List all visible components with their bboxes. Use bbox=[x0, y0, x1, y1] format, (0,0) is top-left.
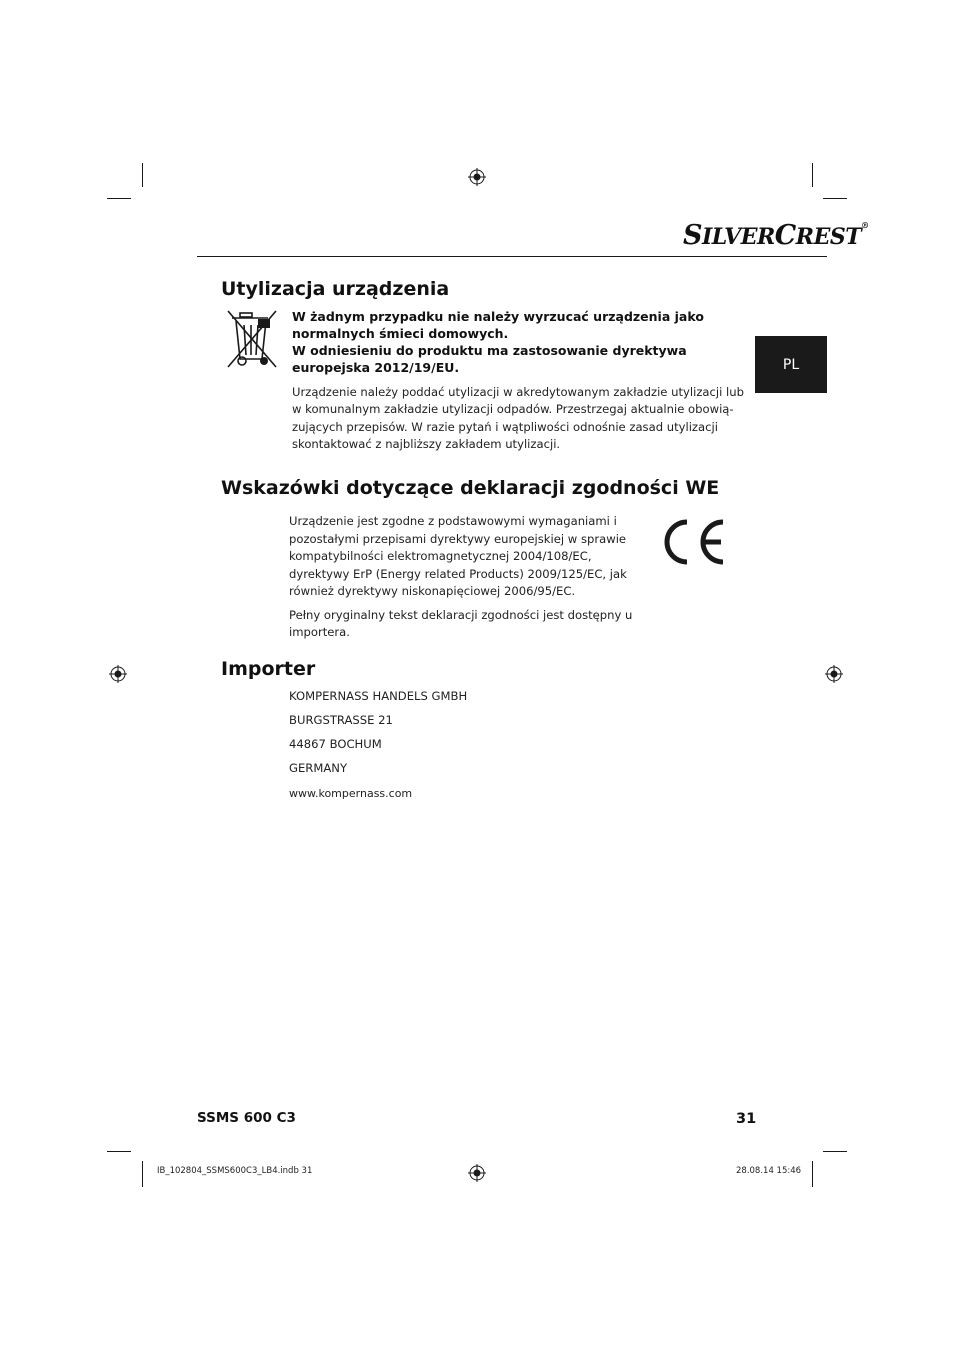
section-title-ce: Wskazówki dotyczące deklaracji zgodności WE bbox=[221, 477, 720, 499]
crop-mark bbox=[812, 1161, 813, 1187]
header-rule bbox=[197, 256, 827, 257]
disposal-body-line: w komunalnym zakładzie utylizacji odpadów. Przestrzegaj aktualnie obowią- bbox=[292, 402, 734, 416]
disposal-body-line: zujących przepisów. W razie pytań i wątpliwości odnośnie zasad utylizacji bbox=[292, 420, 718, 434]
ce-body-line: kompatybilności elektromagnetycznej 2004/108/EC, bbox=[289, 549, 592, 563]
crop-mark bbox=[107, 1151, 131, 1152]
importer-address-line: GERMANY bbox=[289, 761, 348, 775]
registration-mark-icon bbox=[825, 665, 843, 683]
disposal-warning-line: normalnych śmieci domowych. bbox=[292, 326, 509, 341]
registration-mark-icon bbox=[468, 168, 486, 186]
disposal-body-line: Urządzenie należy poddać utylizacji w akredytowanym zakładzie utylizacji lub bbox=[292, 385, 744, 399]
registration-mark-icon bbox=[468, 1164, 486, 1182]
importer-address-line: BURGSTRASSE 21 bbox=[289, 713, 393, 727]
disposal-warning-line: W odniesieniu do produktu ma zastosowanie dyrektywa bbox=[292, 343, 687, 358]
ce-body-line: pozostałymi przepisami dyrektywy europejskiej w sprawie bbox=[289, 532, 627, 546]
section-title-disposal: Utylizacja urządzenia bbox=[221, 278, 450, 300]
ce-body2-line: importera. bbox=[289, 625, 350, 639]
crop-mark bbox=[823, 198, 847, 199]
crop-mark bbox=[107, 198, 131, 199]
crop-mark bbox=[823, 1151, 847, 1152]
importer-website-link[interactable]: www.kompernass.com bbox=[289, 787, 413, 800]
print-slug-date: 28.08.14 15:46 bbox=[736, 1166, 802, 1176]
ce-body-line: również dyrektywy niskonapięciowej 2006/95/EC. bbox=[289, 584, 576, 598]
section-title-importer: Importer bbox=[221, 658, 316, 680]
brand-logo: SILVERCREST® bbox=[683, 220, 869, 251]
footer-model: SSMS 600 C3 bbox=[197, 1110, 296, 1126]
crossed-out-bin-icon bbox=[222, 307, 282, 371]
registration-mark-icon bbox=[109, 665, 127, 683]
disposal-warning-line: W żadnym przypadku nie należy wyrzucać urządzenia jako bbox=[292, 309, 704, 324]
page-number: 31 bbox=[736, 1111, 757, 1127]
language-tab-label: PL bbox=[782, 356, 800, 373]
importer-address-line: 44867 BOCHUM bbox=[289, 737, 382, 751]
disposal-body-line: skontaktować z najbliższy zakładem utylizacji. bbox=[292, 437, 561, 451]
ce-mark-icon bbox=[657, 516, 729, 568]
disposal-warning-line: europejska 2012/19/EU. bbox=[292, 360, 460, 375]
crop-mark bbox=[142, 163, 143, 187]
crop-mark bbox=[142, 1161, 143, 1187]
language-tab bbox=[755, 336, 827, 393]
importer-address-line: KOMPERNASS HANDELS GMBH bbox=[289, 689, 468, 703]
crop-mark bbox=[812, 163, 813, 187]
ce-body2-line: Pełny oryginalny tekst deklaracji zgodności jest dostępny u bbox=[289, 608, 633, 622]
print-slug-file: IB_102804_SSMS600C3_LB4.indb 31 bbox=[157, 1166, 313, 1176]
ce-body-line: Urządzenie jest zgodne z podstawowymi wymaganiami i bbox=[289, 514, 617, 528]
ce-body-line: dyrektywy ErP (Energy related Products) 2009/125/EC, jak bbox=[289, 567, 627, 581]
